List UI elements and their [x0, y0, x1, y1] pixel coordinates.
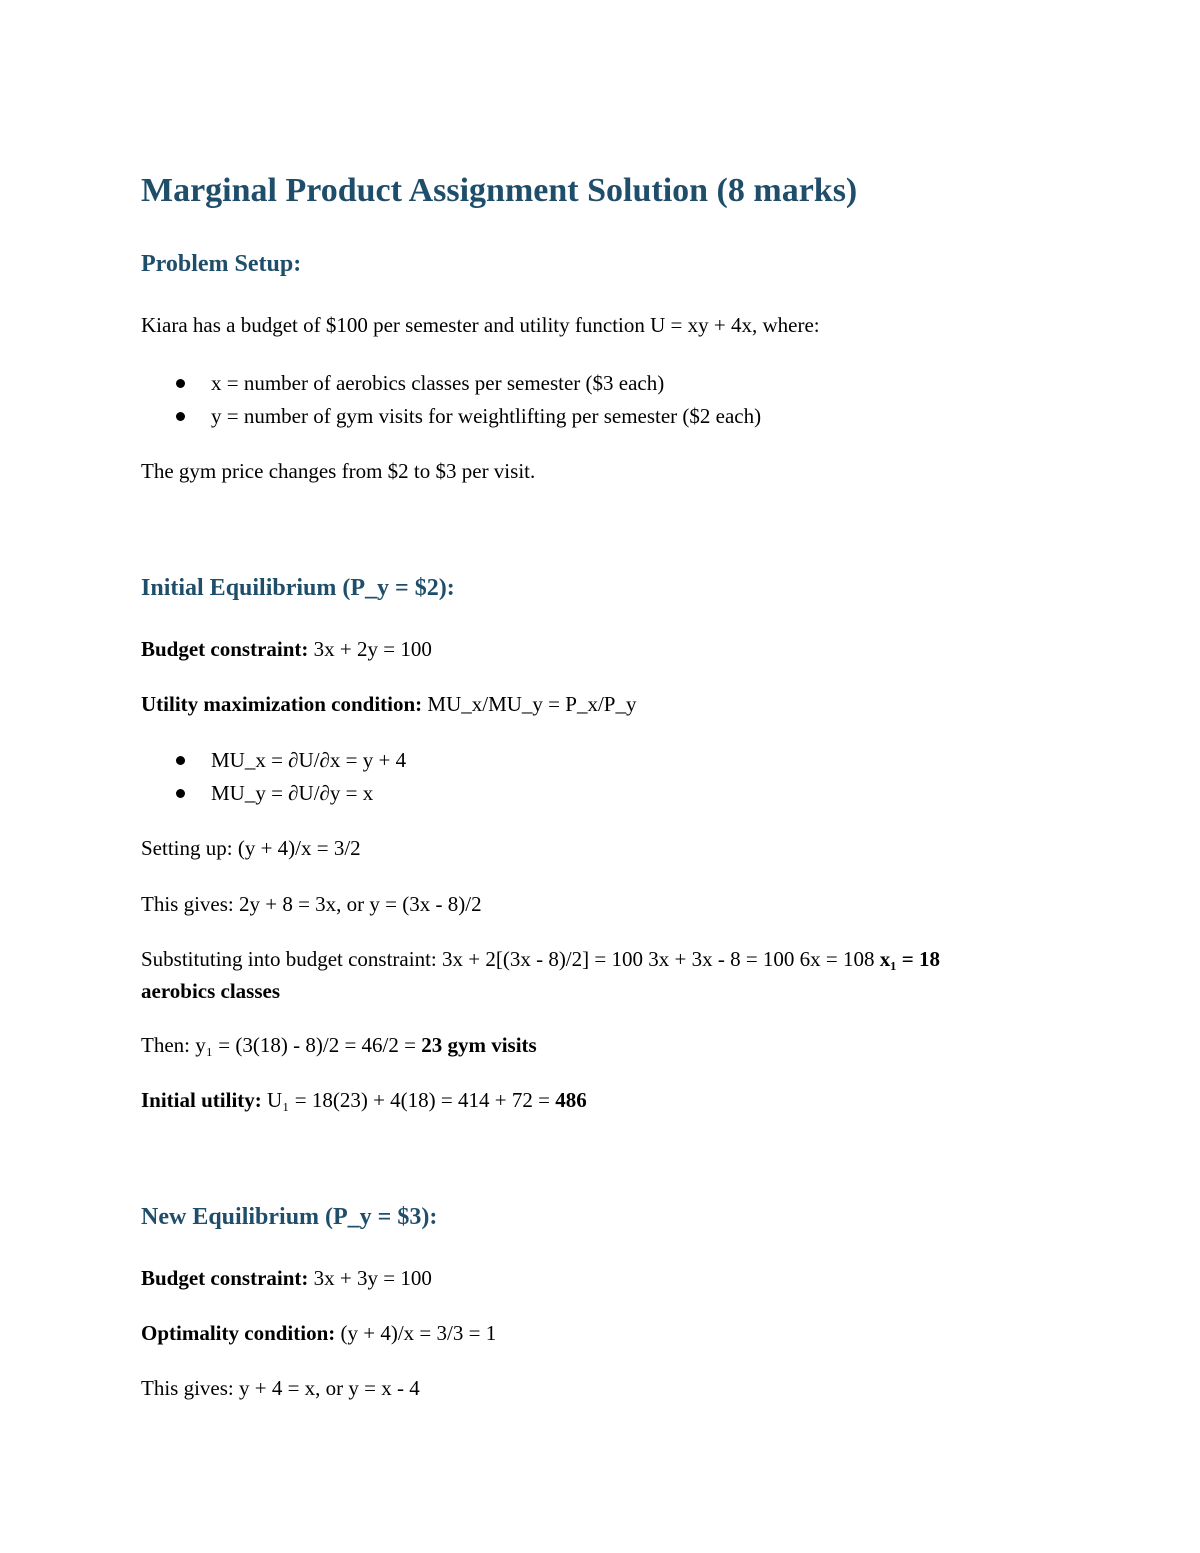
- list-item: y = number of gym visits for weightlifting per semester ($2 each): [141, 400, 761, 433]
- bullet-icon: [176, 756, 185, 765]
- initial-equilibrium-heading: Initial Equilibrium (P_y = $2):: [141, 575, 455, 601]
- bullet-icon: [176, 412, 185, 421]
- setup-intro: Kiara has a budget of $100 per semester and utility function U = xy + 4x, where:: [141, 313, 820, 337]
- list-item: MU_y = ∂U/∂y = x: [141, 777, 406, 810]
- problem-setup-heading: Problem Setup:: [141, 251, 302, 277]
- utility-max-condition: Utility maximization condition: MU_x/MU_y = P_x/P_y: [141, 692, 637, 716]
- initial-utility: Initial utility: U₁ = 18(23) + 4(18) = 414 + 72 = 486: [141, 1088, 587, 1112]
- new-equilibrium-heading: New Equilibrium (P_y = $3):: [141, 1204, 438, 1230]
- setup-variable-list: [141, 367, 761, 433]
- then-y-result: Then: y₁ = (3(18) - 8)/2 = 46/2 = 23 gym visits: [141, 1033, 537, 1057]
- new-budget-constraint: Budget constraint: 3x + 3y = 100: [141, 1266, 432, 1290]
- gives-equation: This gives: 2y + 8 = 3x, or y = (3x - 8)/2: [141, 892, 482, 916]
- list-item: x = number of aerobics classes per semester ($3 each): [141, 367, 761, 400]
- bullet-icon: [176, 789, 185, 798]
- initial-budget-constraint: Budget constraint: 3x + 2y = 100: [141, 637, 432, 661]
- setting-up-equation: Setting up: (y + 4)/x = 3/2: [141, 836, 361, 860]
- list-item: MU_x = ∂U/∂x = y + 4: [141, 744, 406, 777]
- new-gives-equation: This gives: y + 4 = x, or y = x - 4: [141, 1376, 420, 1400]
- optimality-condition: Optimality condition: (y + 4)/x = 3/3 = 1: [141, 1321, 497, 1345]
- price-change-text: The gym price changes from $2 to $3 per visit.: [141, 459, 536, 483]
- page-title: Marginal Product Assignment Solution (8 marks): [141, 172, 858, 209]
- substitution-steps: Substituting into budget constraint: 3x + 2[(3x - 8)/2] = 100 3x + 3x - 8 = 100 6x = 108 x₁ = 18 aerobics classes: [141, 947, 941, 1003]
- marginal-utility-list: [141, 744, 406, 810]
- bullet-icon: [176, 379, 185, 388]
